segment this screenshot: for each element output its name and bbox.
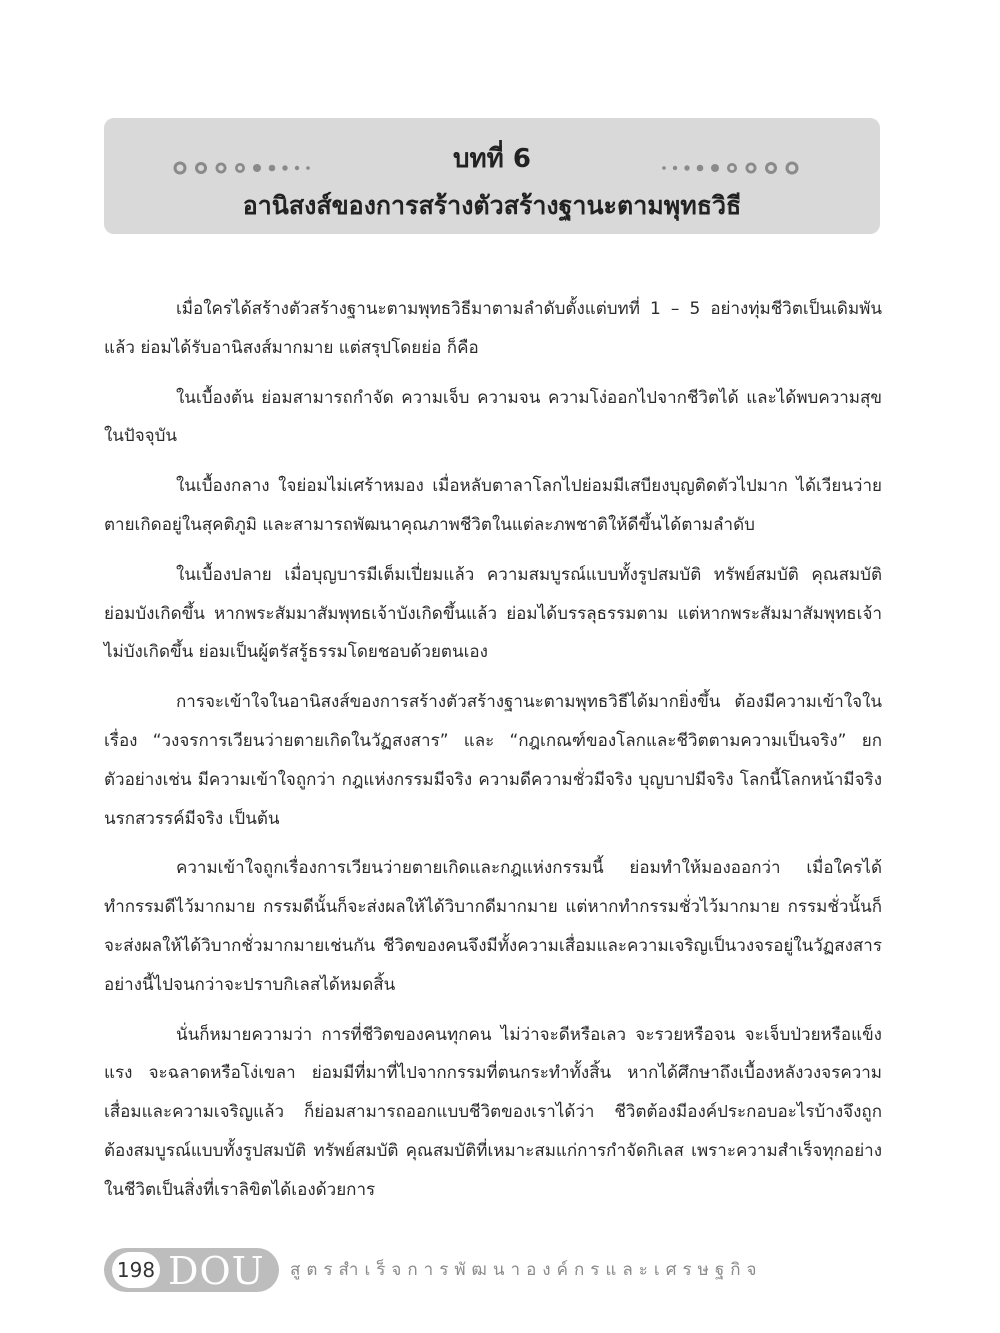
paragraph: ความเข้าใจถูกเรื่องการเวียนว่ายตายเกิดและกฎแห่งกรรมนี้ ย่อมทำให้มองออกว่า เมื่อใครได้ทำกรรมดีไว้มากมาย กรรมดีนั้นก็จะส่งผลให้ได้วิบากดีมากมาย แต่หากทำกรรมชั่วไว้มากมาย กรรมชั่วนั้นก็จะส่งผลให้ได้วิบากชั่วมากมายเช่นกัน ชีวิตของคนจึงมีทั้งความเสื่อมและความเจริญเป็นวงจรอยู่ในวัฏสงสารอย่างนี้ไปจนกว่าจะปราบกิเลสได้หมดสิ้น: [104, 858, 882, 995]
chapter-header: [104, 118, 880, 234]
paragraph: ในเบื้องปลาย เมื่อบุญบารมีเต็มเปี่ยมแล้ว ความสมบูรณ์แบบทั้งรูปสมบัติ ทรัพย์สมบัติ คุณสมบัติย่อมบังเกิดขึ้น หากพระสัมมาสัมพุทธเจ้าบังเกิดขึ้นแล้ว ย่อมได้บรรลุธรรมตาม แต่หากพระสัมมาสัมพุทธเจ้าไม่บังเกิดขึ้น ย่อมเป็นผู้ตรัสรู้ธรรมโดยชอบด้วยตนเอง: [104, 564, 882, 663]
book-title: สูตรสำเร็จการพัฒนาองค์กรและเศรษฐกิจ: [290, 1260, 763, 1280]
body-text: [104, 290, 882, 1221]
paragraph: การจะเข้าใจในอานิสงส์ของการสร้างตัวสร้างฐานะตามพุทธวิธีได้มากยิ่งขึ้น ต้องมีความเข้าใจในเรื่อง “วงจรการเวียนว่ายตายเกิดในวัฏสงสาร” และ “กฎเกณฑ์ของโลกและชีวิตตามความเป็นจริง” ยกตัวอย่างเช่น มีความเข้าใจถูกว่า กฎแห่งกรรมมีจริง ความดีความชั่วมีจริง บุญบาปมีจริง โลกนี้โลกหน้ามีจริง นรกสวรรค์มีจริง เป็นต้น: [104, 692, 882, 829]
paragraph: นั่นก็หมายความว่า การที่ชีวิตของคนทุกคน ไม่ว่าจะดีหรือเลว จะรวยหรือจน จะเจ็บป่วยหรือแข็งแรง จะฉลาดหรือโง่เขลา ย่อมมีที่มาที่ไปจากกรรมที่ตนกระทำทั้งสิ้น หากได้ศึกษาถึงเบื้องหลังวงจรความเสื่อมและความเจริญแล้ว ก็ย่อมสามารถออกแบบชีวิตของเราได้ว่า ชีวิตต้องมีองค์ประกอบอะไรบ้างจึงถูกต้องสมบูรณ์แบบทั้งรูปสมบัติ ทรัพย์สมบัติ คุณสมบัติที่เหมาะสมแก่การกำจัดกิเลส เพราะความสำเร็จทุกอย่างในชีวิตเป็นสิ่งที่เราลิขิตได้เองด้วยการ: [104, 1024, 882, 1200]
dou-logo: DOU: [168, 1249, 265, 1293]
decorative-dots-right: [656, 158, 806, 178]
page-number-badge: [104, 1248, 279, 1292]
chapter-title: อานิสงส์ของการสร้างตัวสร้างฐานะตามพุทธวิธี: [242, 191, 742, 220]
paragraph: ในเบื้องต้น ย่อมสามารถกำจัด ความเจ็บ ความจน ความโง่ออกไปจากชีวิตได้ และได้พบความสุขในปัจจุบัน: [104, 387, 882, 447]
page-number: 198: [112, 1252, 160, 1288]
paragraph: ในเบื้องกลาง ใจย่อมไม่เศร้าหมอง เมื่อหลับตาลาโลกไปย่อมมีเสบียงบุญติดตัวไปมาก ได้เวียนว่ายตายเกิดอยู่ในสุคติภูมิ และสามารถพัฒนาคุณภาพชีวิตในแต่ละภพชาติให้ดีขึ้นได้ตามลำดับ: [104, 476, 882, 535]
page-footer: [104, 1248, 924, 1296]
chapter-number: บทที่ 6: [453, 144, 531, 174]
paragraph: เมื่อใครได้สร้างตัวสร้างฐานะตามพุทธวิธีมาตามลำดับตั้งแต่บทที่ 1 – 5 อย่างทุ่มชีวิตเป็นเดิมพันแล้ว ย่อมได้รับอานิสงส์มากมาย แต่สรุปโดยย่อ ก็คือ: [104, 299, 882, 358]
